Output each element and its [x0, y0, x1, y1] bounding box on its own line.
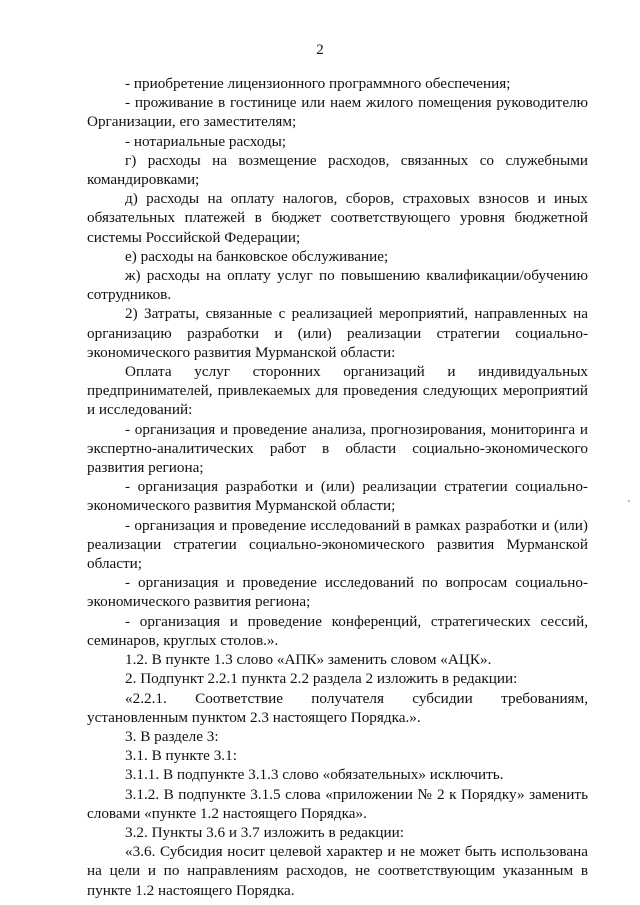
paragraph: 3.1. В пункте 3.1: — [125, 747, 237, 765]
paragraph: - организация разработки и (или) реализации стратегии социально-экономического развития Мурманской области; — [87, 478, 588, 515]
paragraph: е) расходы на банковское обслуживание; — [125, 247, 389, 265]
paragraph: Оплата услуг сторонних организаций и индивидуальных предпринимателей, привлекаемых для проведения следующих мероприятий и исследований: — [87, 363, 588, 419]
paragraph: «2.2.1. Соответствие получателя субсидии требованиям, установленным пунктом 2.3 настоящего Порядка.». — [87, 689, 588, 726]
paragraph: - приобретение лицензионного программного обеспечения; — [125, 75, 511, 92]
page-number: 2 — [316, 42, 324, 58]
paragraph: - организация и проведение конференций, стратегических сессий, семинаров, круглых столов.». — [87, 612, 588, 649]
paragraph: - организация и проведение исследований в рамках разработки и (или) реализации стратегии социально-экономического развития Мурманской области; — [87, 516, 588, 573]
paragraph: д) расходы на оплату налогов, сборов, страховых взносов и иных обязательных платежей в бюджет соответствующего уровня бюджетной системы Российской Федерации; — [87, 190, 588, 246]
paragraph: - проживание в гостинице или наем жилого помещения руководителю Организации, его заместителям; — [87, 94, 588, 131]
paragraph: ж) расходы на оплату услуг по повышению квалификации/обучению сотрудников. — [87, 267, 588, 304]
paragraph: 1.2. В пункте 1.3 слово «АПК» заменить словом «АЦК». — [125, 651, 492, 669]
paragraph: 3. В разделе 3: — [125, 727, 219, 745]
document-body — [87, 74, 588, 900]
paragraph: 2. Подпункт 2.2.1 пункта 2.2 раздела 2 изложить в редакции: — [125, 670, 518, 688]
paragraph: г) расходы на возмещение расходов, связанных со служебными командировками; — [87, 151, 588, 189]
paragraph: - организация и проведение исследований по вопросам социально-экономического развития региона; — [87, 574, 588, 611]
paragraph: - нотариальные расходы; — [125, 132, 287, 150]
paragraph: «3.6. Субсидия носит целевой характер и не может быть использована на цели и по направлениям расходов, не соответствующим указанным в пункте 1.2 настоящего Порядка. — [87, 843, 588, 899]
paragraph: 3.1.1. В подпункте 3.1.3 слово «обязательных» исключить. — [125, 766, 504, 784]
paragraph: 3.1.2. В подпункте 3.1.5 слова «приложении № 2 к Порядку» заменить словами «пункте 1.2 настоящего Порядка». — [87, 785, 588, 822]
paragraph: 2) Затраты, связанные с реализацией мероприятий, направленных на организацию разработки и (или) реализации стратегии социально-экономического развития Мурманской области: — [87, 305, 588, 361]
paragraph: - организация и проведение анализа, прогнозирования, мониторинга и экспертно-аналитических работ в области социально-экономического развития региона; — [87, 420, 588, 477]
paragraph: 3.2. Пункты 3.6 и 3.7 изложить в редакции: — [125, 823, 405, 841]
scan-speck — [628, 500, 630, 502]
